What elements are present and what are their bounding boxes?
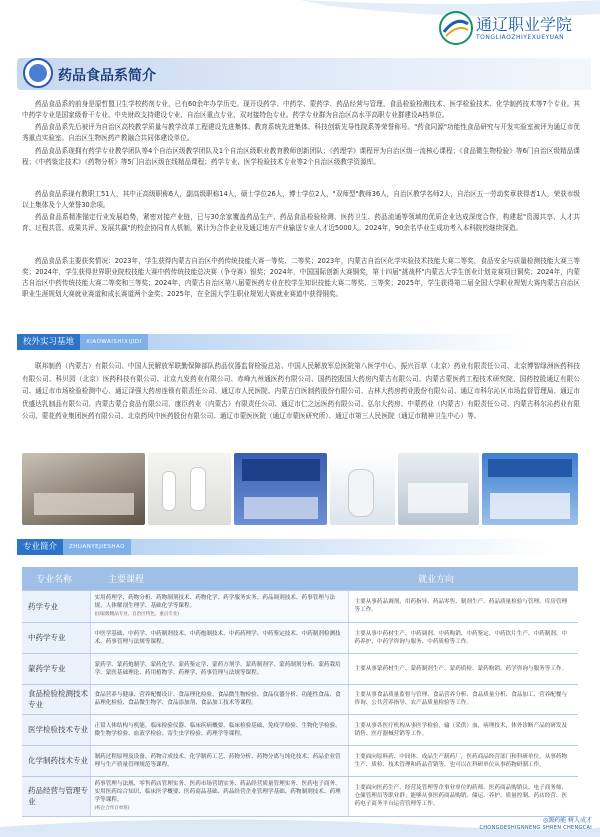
section-en-bases: XIAOWAISHIXIJIDI [80,334,148,350]
school-name-en: TONGLIAOZHIYEXUEYUAN [476,34,565,41]
section-header-bases [17,334,528,350]
section-en-majors: ZHUANYEJIESHAO [63,539,131,555]
table-row [22,590,578,622]
school-name-cn: 通辽职业学院 [476,15,573,34]
major-courses: 蒙药学、蒙药炮制学、蒙药化学、蒙药鉴定学、蒙药方剂学、蒙药制剂学、蒙药制剂分析、蒙药栽培学、蒙医基础理论、药用植物学、药理学、药事管理与法规等课程。 [90,653,348,684]
header-courses: 主要课程 [90,567,348,590]
major-career: 主要从事食品质量监督与管理、食品营养分析、食品质量分析、食品加工、营养配餐与咨询、公共营养指导、农产品质量检验等工作。 [348,684,578,714]
major-career: 主要从事中药材生产、中药调剂、中药购销、中药鉴定、中药饮片生产、中药制剂、中药养护、中药学咨询与服务、中药质检等工作。 [348,622,578,653]
header-career: 就业方向 [348,567,578,590]
major-career: 主要面向医药生产、经营及管理等企事业单位的药师、医药商品购销员、电子商务师、仓储管理员等职业群；能够从事医药商品购销、储运、养护、质量控制、药店经营、医药电子商务平台运营管理等工作。 [348,776,578,816]
intro-paragraph-5: 药品食品系精准锚定行业发展趋势，紧密对接产业链，已与30余家覆盖药品生产、药品食品检验检测、医药卫生、药品流通等领域的优质企业达成深度合作，构建起"资源共享、人才共育、过程共管、成果共评、发展共赢"的校企协同育人机制，累计为合作企业及通辽地方产业输送专业人才近5000人。2024年，90余名毕业生成功考入本科院校继续深造。 [22,213,580,232]
section-label-bases: 校外实习基地 [17,334,80,350]
major-courses: 药事管理与法规、零售药店管理实务、医药市场营销实务、药品经营质量管理实务、医药电子商务、实用医药综合知识、临床医学概要、医药商品基础、药品经营企业管理学基础、药物制剂技术、药理学等课程。 (校企合作订单班) [90,776,348,816]
major-career: 主要从事各医疗机构从事医学检验，输（采供）血，病理技术，体外诊断产品的研发及销售、医疗器械营销等工作。 [348,714,578,745]
school-emblem-icon [438,10,474,46]
major-name: 食品检验检测技术专业 [22,684,90,714]
table-row [22,745,578,776]
bases-paragraph: 联邦制药（内蒙古）有限公司、中国人民解放军联勤保障部队药品仪器监督检验总站、中国人民解放军总医院第八医学中心、振兴百草（北京）药业有限责任公司、北京博智绿洲医药科技有限公司、科贝园（北京）医药科技有限公司、北京九发药业有限公司、赤峰九州通医药有限公司、国药控股国大药房内蒙古有限公司、内蒙古蒙医药工程技术研究院、国药控股通辽有限公司、通辽市市场检验检测中心、通辽泽强大药房连锁有限责任公司、通辽市人民医院、内蒙古白医制药股份有限公司、吉林大药房药业股份有限公司、通辽市科尔沁区市场监督管理局、通辽市优盛达乳制品有限公司、内蒙古蒙合食品有限公司、康臣药业（内蒙古）有限责任公司、通辽市仁之远医药有限公司、弘尔大药房、中蒙药业（内蒙古）有限责任公司、内蒙古科尔沁药业有限公司、蒙花药业集团医药有限公司、北京药风中医药股份有限公司、通辽市蒙医医院（通辽市蒙医研究所）、通辽市第三人民医院（通辽市精神卫生中心）等。 [22,362,580,420]
photo-classroom [398,453,479,525]
table-row [22,653,578,684]
major-courses: 正常人体结构与机能、临床检验仪器、临床疾病概要、临床检验基础、免疫学检验、生物化学检验、微生物学检验、血液学检验、寄生虫学检验、药理学等课程。 [90,714,348,745]
intro-paragraph-4: 药品食品系现有教职工51人，其中正高级职称6人，副高级职称14人，硕士学位26人，博士学位2人，"双师型"教师36人，自治区教学名师2人，自治区五一劳动奖章获得者1人，荣获市级以上集体及个人荣誉30余项。 [22,190,580,209]
header-major-name: 专业名称 [22,567,90,590]
major-career: 主要面向原料药、中间体、成品生产制药厂，医药商品经营部门和科研单位，从事药物生产、质检、技术管理和药品营销等，也可以在科研单位从事药物研制工作。 [348,745,578,776]
photo-lab-work [330,453,395,525]
intro-paragraph-2: 药品食品系先后被评为自治区高校教学质量与教学改革工程建设先进集体、教育系统先进集体、科技创新先导性院系等荣誉称号。"药食同源"功能性食品研究与开发实验室被评为通辽市优秀重点实验室。自治区生物医药产教融合共同体建设单位。 [22,123,580,142]
major-name: 药品经营与管理专业 [22,776,90,816]
photo-strip [22,453,578,525]
photo-competition-stage [234,453,327,525]
department-badge-icon [23,58,53,88]
major-career: 主要从事药品调剂、用药指导、药品零售、制剂生产、药品质量检验与管理、库房管理等工作。 [348,590,578,622]
table-row [22,714,578,745]
school-logo [438,8,598,48]
table-header-row [22,567,578,590]
table-row [22,622,578,653]
major-name: 中药学专业 [22,622,90,653]
photo-lab-students [148,453,231,525]
major-name: 医学检验技术专业 [22,714,90,745]
page-title: 药品食品系简介 [58,68,156,84]
table-row [22,684,578,714]
major-name: 化学制药技术专业 [22,745,90,776]
photo-award-group [482,453,578,525]
major-courses: 食品营养与健康、营养配餐设计、食品理化检验、食品微生物检验、食品仪器分析、功能性食品、食品理化检验、食品微生物学、食品添加剂、食品加工技术等课程。 [90,684,348,714]
section-label-majors: 专业简介 [17,539,63,555]
section-header-majors [17,539,551,555]
major-courses: 制药过程原理及设备、药物合成技术、化学制药工艺、药物分析、药物分离与纯化技术、药品企业管理与生产质量管理规范等课程。 [90,745,348,776]
footer-slogan [476,813,600,837]
footer-slogan-cn: ◎源药能 树人成才 [542,817,592,824]
major-name: 蒙药学专业 [22,653,90,684]
major-career: 主要从事蒙药材生产、蒙药制剂生产、蒙药质检、蒙药购销、药学咨询与服务等工作。 [348,653,578,684]
intro-paragraph-3: 药品食品系现拥有药学专业教学团队等4个自治区级教学团队及1个自治区级职业教育教师创新团队；《药理学》课程评为自治区级一流核心课程；《食品微生物检验》等6门自治区级精品课程；《中药鉴定技术》《药物分析》等5门自治区级在线精品课程；药学专业、医学检验技术专业等2个自治区级教学资源库。 [22,147,580,166]
major-name: 药学专业 [22,590,90,622]
intro-paragraph-6: 药品食品系主要获奖情况：2023年，学生获得内蒙古自治区中药传统技能大赛一等奖、二等奖；2023年，内蒙古自治区化学实验技术技能大赛二等奖，食品安全与质量检测技能大赛三等奖；2024年，学生获得世界职业院校技能大赛中药传统技能总决赛（争夺赛）银奖；2024年，中国国际创新大赛铜奖，第十四届"挑战杯"内蒙古大学生创业计划竞赛项目铜奖；2024年，内蒙古自治区中药传统技能大赛二等奖和三等奖；2024年，内蒙古自治区第八届蒙医药专业在校学生知识技能大赛二等奖、三等奖；2025年，学生获得第二届全国大学职业规划大赛内蒙古自治区职业生涯规划大赛就业赛道和成长赛道两个金奖；2025年，在全国大学生职业规划大赛就业赛道中获得铜奖。 [22,257,580,298]
footer-slogan-en: CHONGDESHIGNNENG SHREN CHENGCAI [479,825,592,831]
majors-table [22,567,578,817]
intro-paragraph-1: 药品食品系的前身是原哲盟卫生学校药剂专业，已有60余年办学历史。现开设药学、中药学、蒙药学、药品经营与管理、食品检验检测技术、医学检验技术、化学制药技术等7个专业。其中药学专业是国家级骨干专业、中央财政支持建设专业、自治区重点专业、双对接特色专业。药学专业群为自治区高水平高职专业群建设A档单位。 [22,100,580,119]
major-courses: 实用药理学、药物分析、药物制剂技术、药物化学、药学服务实务、药品调剂技术、药事管理与法规、人体解剖生理学、基础化学等课程。 (国家级精品专业、自治区特色、重点专业) [90,590,348,622]
photo-museum [22,453,145,525]
major-courses: 中医学基础、中药学、中药制剂技术、中药炮制技术、中药药理学、中药鉴定技术、中药制剂检测技术、药事管理与法规等课程。 [90,622,348,653]
